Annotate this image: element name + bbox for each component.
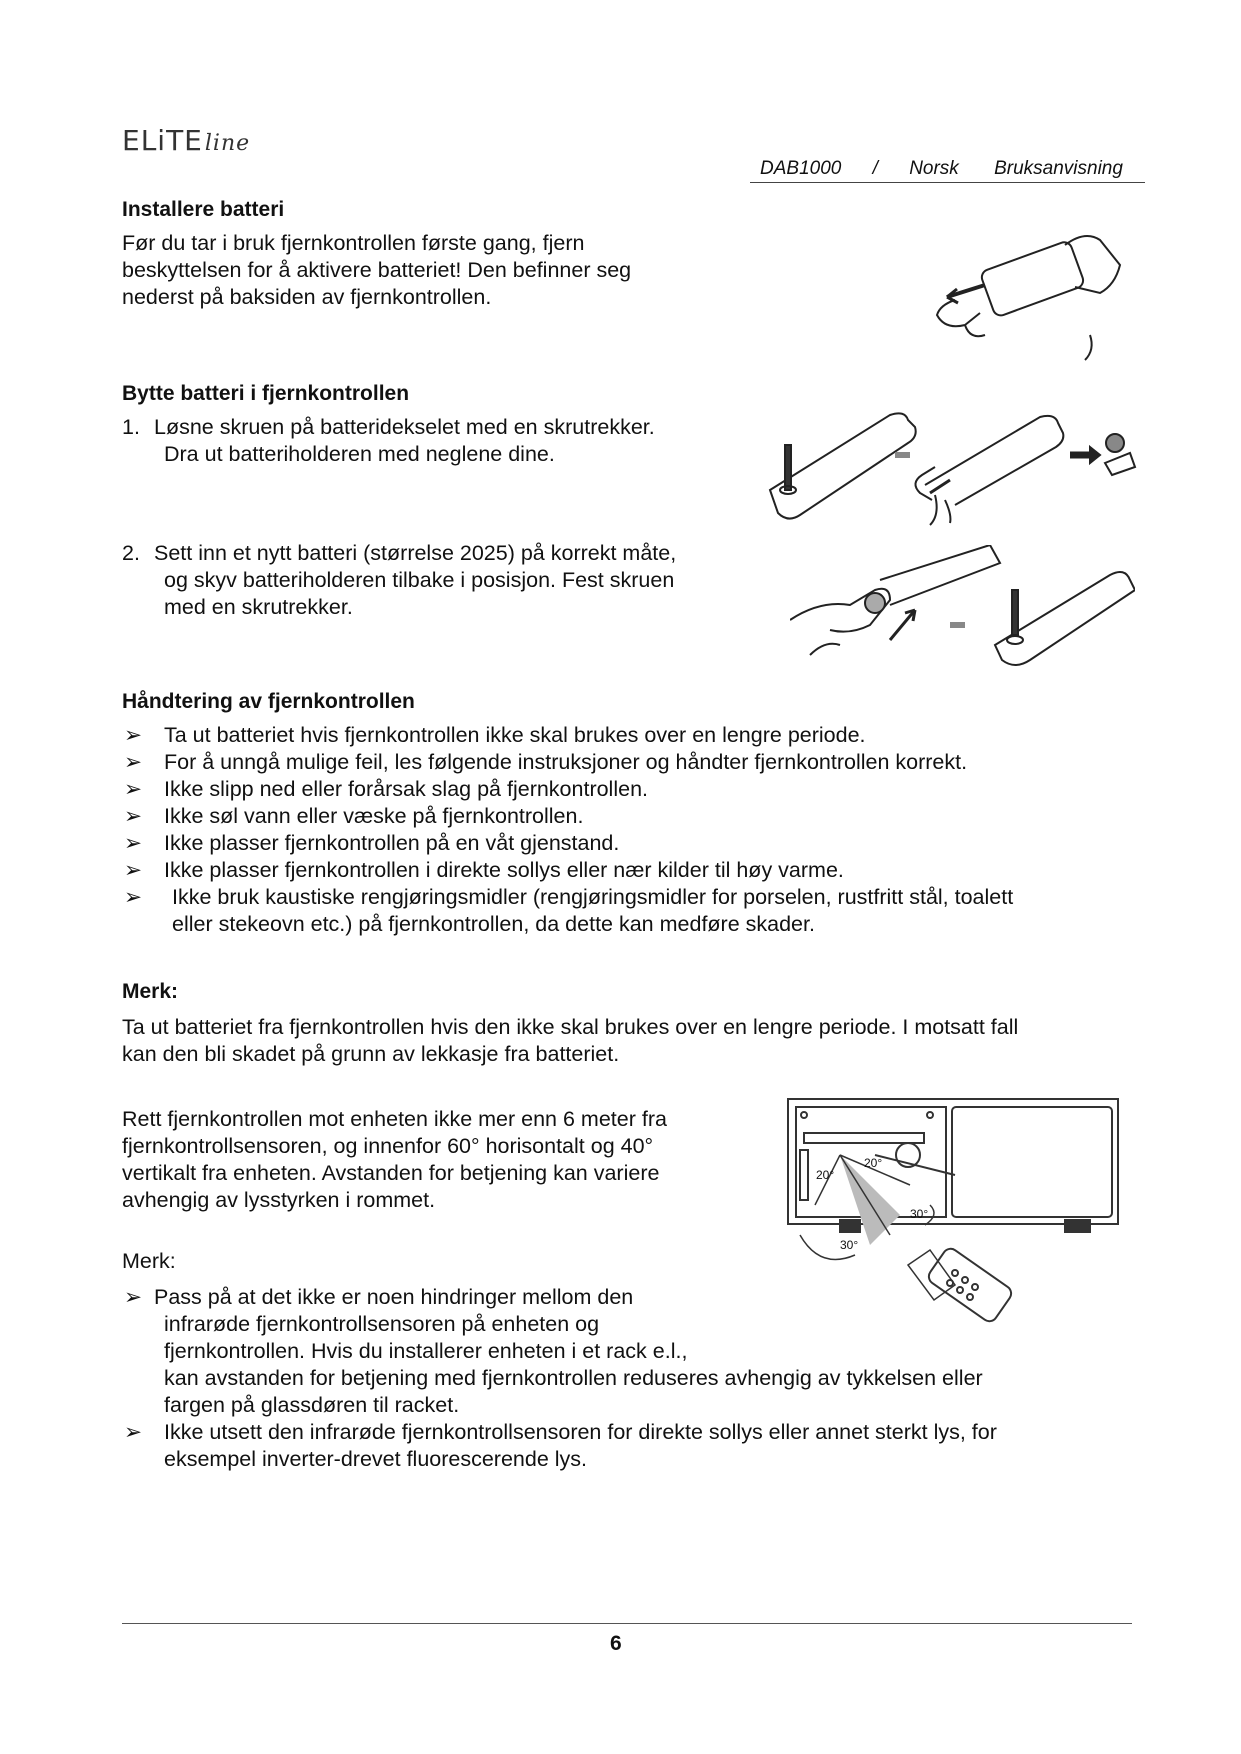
replace-title: Bytte batteri i fjernkontrollen [122,382,410,405]
list-item-text: Ikke bruk kaustiske rengjøringsmidler (rengjøringsmidler for porselen, rustfritt stål, toalett [172,885,1014,909]
note2-list [122,1284,1132,1473]
list-item [122,722,1132,749]
pull-tab-illustration [925,225,1125,365]
language-label: Norsk [909,158,959,179]
step-line: Sett inn et nytt batteri (størrelse 2025) på korrekt måte, [154,541,677,565]
note-text [122,1014,1018,1068]
install-line: nederst på baksiden av fjernkontrollen. [122,285,492,309]
bullet-arrow-icon: ➢ [124,1420,143,1444]
step-line: og skyv batteriholderen tilbake i posisjon. Fest skruen [164,568,675,592]
range-line: Rett fjernkontrollen mot enheten ikke mer enn 6 meter fra [122,1107,667,1131]
insert-battery-illustration [790,545,1135,680]
doc-type-label: Bruksanvisning [994,158,1123,179]
list-item-text: eksempel inverter-drevet fluorescerende lys. [164,1447,588,1471]
list-item [122,749,1132,776]
install-line: Før du tar i bruk fjernkontrollen første gang, fjern [122,231,585,255]
model-name: DAB1000 [760,158,842,179]
bullet-arrow-icon: ➢ [124,885,143,909]
step-number: 1. [122,415,140,439]
range-text [122,1106,667,1214]
bullet-arrow-icon: ➢ [124,723,143,747]
bullet-arrow-icon: ➢ [124,1285,143,1309]
footer-divider [122,1623,1132,1624]
note-line: Ta ut batteriet fra fjernkontrollen hvis den ikke skal brukes over en lengre periode. I motsatt fall [122,1015,1019,1039]
list-item-text: fargen på glassdøren til racket. [164,1393,460,1417]
list-item [122,1419,1132,1473]
list-item-text: Ikke utsett den infrarøde fjernkontrollsensoren for direkte sollys eller annet sterkt lys, for [164,1420,997,1444]
step-line: Løsne skruen på batteridekselet med en skrutrekker. [154,415,655,439]
header-separator: / [872,158,878,179]
step-line: Dra ut batteriholderen med neglene dine. [164,442,555,466]
angle-label: 20° [816,1168,835,1182]
logo-script: line [204,131,251,156]
handling-title: Håndtering av fjernkontrollen [122,690,415,713]
bullet-arrow-icon: ➢ [124,804,143,828]
step-line: med en skrutrekker. [164,595,353,619]
note2-title: Merk: [122,1249,176,1273]
range-line: vertikalt fra enheten. Avstanden for betjening kan variere [122,1161,660,1185]
list-item [122,830,1132,857]
logo-text: ELiTE [122,124,203,157]
remove-holder-illustration [760,405,1140,530]
list-item-text: For å unngå mulige feil, les følgende instruksjoner og håndter fjernkontrollen korrekt. [164,750,968,774]
list-item [122,776,1132,803]
list-item-text: infrarøde fjernkontrollsensoren på enheten og [164,1312,600,1336]
range-line: avhengig av lysstyrken i rommet. [122,1188,436,1212]
install-title: Installere batteri [122,198,285,221]
list-item [122,803,1132,830]
handling-list [122,722,1132,938]
range-line: fjernkontrollsensoren, og innenfor 60° horisontalt og 40° [122,1134,654,1158]
note-line: kan den bli skadet på grunn av lekkasje fra batteriet. [122,1042,620,1066]
list-item-text: Ikke slipp ned eller forårsak slag på fjernkontrollen. [164,777,649,801]
page-number: 6 [610,1632,622,1655]
install-line: beskyttelsen for å aktivere batteriet! Den befinner seg [122,258,632,282]
install-text [122,230,631,311]
list-item [122,884,1132,938]
bullet-arrow-icon: ➢ [124,858,143,882]
list-item-text: Ikke plasser fjernkontrollen på en våt gjenstand. [164,831,620,855]
angle-label: 20° [864,1156,883,1170]
angle-label: 30° [910,1207,929,1221]
replace-step-1 [122,414,655,468]
bullet-arrow-icon: ➢ [124,750,143,774]
list-item [122,857,1132,884]
list-item-text: Ikke plasser fjernkontrollen i direkte sollys eller nær kilder til høy varme. [164,858,844,882]
list-item-text: Pass på at det ikke er noen hindringer mellom den [154,1285,634,1309]
step-number: 2. [122,541,140,565]
replace-step-2 [122,540,676,621]
list-item-text: Ikke søl vann eller væske på fjernkontrollen. [164,804,584,828]
note-title: Merk: [122,980,179,1003]
list-item [122,1284,1132,1419]
list-item-text: kan avstanden for betjening med fjernkontrollen reduseres avhengig av tykkelsen eller [164,1366,983,1390]
list-item-text: Ta ut batteriet hvis fjernkontrollen ikke skal brukes over en lengre periode. [164,723,866,747]
bullet-arrow-icon: ➢ [124,831,143,855]
list-item-text: fjernkontrollen. Hvis du installerer enheten i et rack e.l., [164,1339,688,1363]
brand-logo [122,124,250,157]
bullet-arrow-icon: ➢ [124,777,143,801]
document-header [750,158,1145,183]
list-item-text: eller stekeovn etc.) på fjernkontrollen, da dette kan medføre skader. [172,912,815,936]
angle-label: 30° [840,1238,859,1252]
